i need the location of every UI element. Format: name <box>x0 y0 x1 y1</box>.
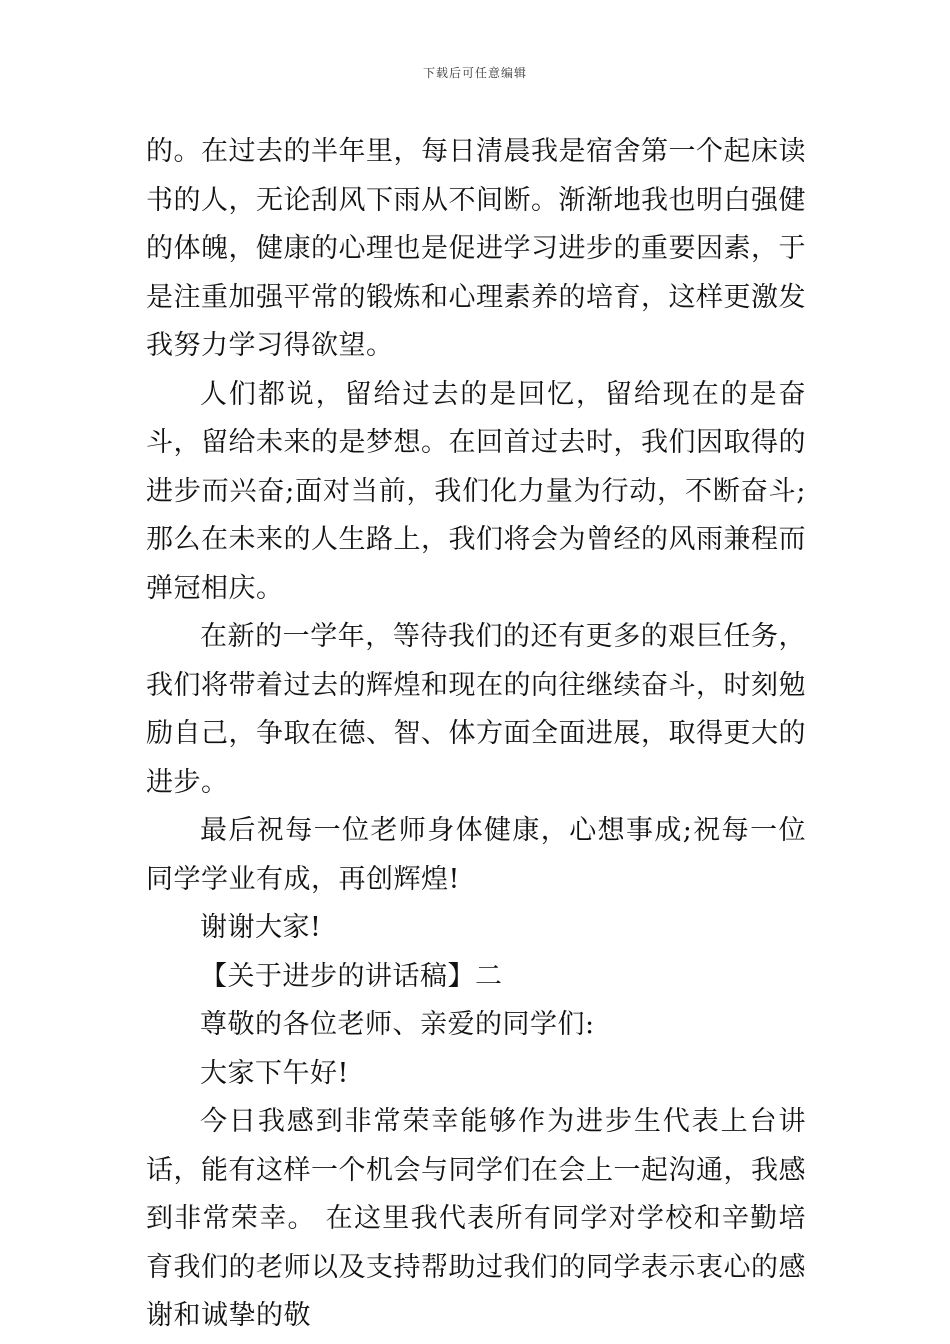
paragraph-thanks: 谢谢大家! <box>200 912 322 943</box>
document-body <box>146 128 806 1341</box>
page-header: 下载后可任意编辑 <box>422 66 527 80</box>
salutation: 尊敬的各位老师、亲爱的同学们: <box>200 1009 595 1040</box>
paragraph-opening: 今日我感到非常荣幸能够作为进步生代表上台讲话，能有这样一个机会与同学们在会上一起沟通，我感到非常荣幸。 在这里我代表所有同学对学校和辛勤培育我们的老师以及支持帮助过我们的同学表示衷心的感谢和诚挚的敬 <box>146 1106 806 1331</box>
paragraph-continuation: 的。在过去的半年里，每日清晨我是宿舍第一个起床读书的人，无论刮风下雨从不间断。渐渐地我也明白强健的体魄，健康的心理也是促进学习进步的重要因素，于是注重加强平常的锻炼和心理素养的培育，这样更激发我努力学习得欲望。 <box>146 136 806 361</box>
section-heading: 【关于进步的讲话稿】二 <box>200 960 503 992</box>
paragraph-wishes: 最后祝每一位老师身体健康，心想事成;祝每一位同学学业有成，再创辉煌! <box>146 815 806 895</box>
paragraph-memories: 人们都说，留给过去的是回忆，留给现在的是奋斗，留给未来的是梦想。在回首过去时，我们因取得的进步而兴奋;面对当前，我们化力量为行动，不断奋斗;那么在未来的人生路上，我们将会为曾经的风雨兼程而弹冠相庆。 <box>146 378 806 604</box>
greeting: 大家下午好! <box>200 1057 349 1089</box>
paragraph-new-year: 在新的一学年，等待我们的还有更多的艰巨任务，我们将带着过去的辉煌和现在的向往继续奋斗，时刻勉励自己，争取在德、智、体方面全面进展，取得更大的进步。 <box>146 621 806 798</box>
